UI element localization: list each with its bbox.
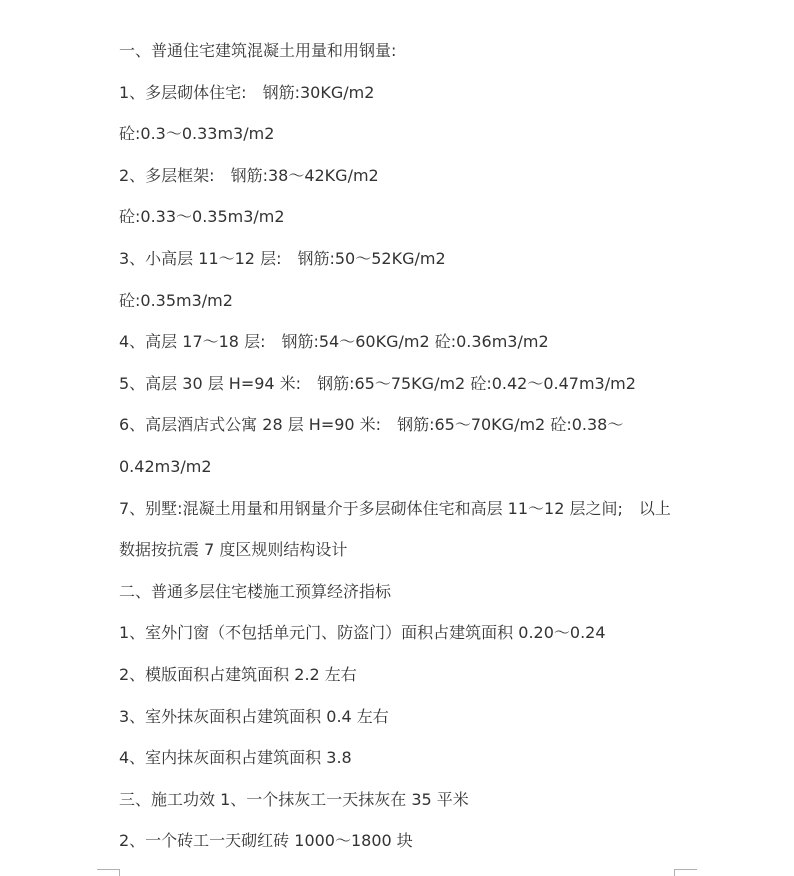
text-line-bricklayer: 2、一个砖工一天砌红砖 1000～1800 块 bbox=[119, 831, 413, 851]
document-body bbox=[119, 30, 719, 862]
text-line-hotel-apartment: 6、高层酒店式公寓 28 层 H=90 米: 钢筋:65～70KG/m2 砼:0.38～ bbox=[119, 415, 624, 435]
text-line-midrise-concrete: 砼:0.35m3/m2 bbox=[119, 290, 233, 310]
text-line-midrise-steel: 3、小高层 11～12 层: 钢筋:50～52KG/m2 bbox=[119, 248, 446, 268]
text-line-exterior-plaster: 3、室外抹灰面积占建筑面积 0.4 左右 bbox=[119, 706, 389, 726]
text-line-multistory-frame-steel: 2、多层框架: 钢筋:38～42KG/m2 bbox=[119, 165, 379, 185]
text-line-highrise-30: 5、高层 30 层 H=94 米: 钢筋:65～75KG/m2 砼:0.42～0.47m3/m2 bbox=[119, 373, 636, 393]
text-line-multistory-masonry-concrete: 砼:0.3～0.33m3/m2 bbox=[119, 124, 275, 144]
text-line-exterior-windows: 1、室外门窗（不包括单元门、防盗门）面积占建筑面积 0.20～0.24 bbox=[119, 623, 606, 643]
text-line-villa-cont: 数据按抗震 7 度区规则结构设计 bbox=[119, 540, 348, 560]
section-heading-3: 三、施工功效 1、一个抹灰工一天抹灰在 35 平米 bbox=[119, 789, 469, 809]
text-line-hotel-apartment-cont: 0.42m3/m2 bbox=[119, 456, 212, 476]
text-line-highrise-17-18: 4、高层 17～18 层: 钢筋:54～60KG/m2 砼:0.36m3/m2 bbox=[119, 332, 549, 352]
section-heading-2: 二、普通多层住宅楼施工预算经济指标 bbox=[119, 581, 392, 601]
text-line-formwork: 2、模版面积占建筑面积 2.2 左右 bbox=[119, 664, 357, 684]
text-line-multistory-frame-concrete: 砼:0.33～0.35m3/m2 bbox=[119, 207, 285, 227]
text-line-interior-plaster: 4、室内抹灰面积占建筑面积 3.8 bbox=[119, 748, 352, 768]
section-heading-1: 一、普通住宅建筑混凝土用量和用钢量: bbox=[119, 41, 397, 60]
text-line-multistory-masonry-steel: 1、多层砌体住宅: 钢筋:30KG/m2 bbox=[119, 82, 375, 102]
text-line-villa: 7、别墅:混凝土用量和用钢量介于多层砌体住宅和高层 11～12 层之间; 以上 bbox=[119, 498, 671, 518]
